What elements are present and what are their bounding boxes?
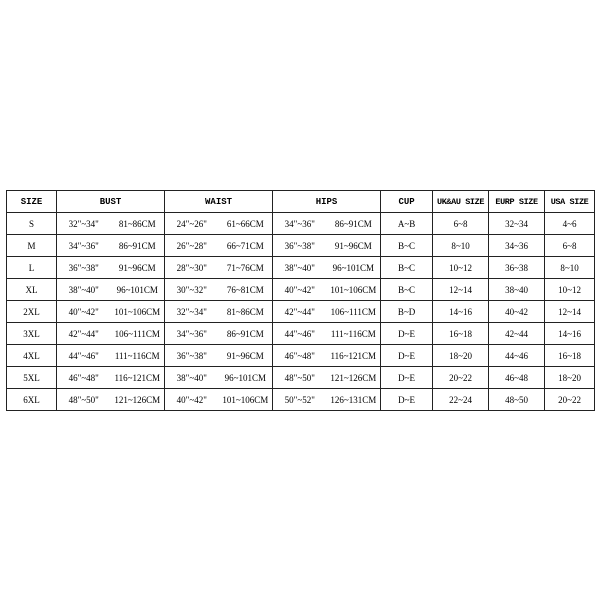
bust-cm-cell: 101~106CM (111, 301, 165, 323)
waist-inch-cell: 28"~30" (165, 257, 219, 279)
bust-cm-cell: 86~91CM (111, 235, 165, 257)
cup-cell: D~E (381, 389, 433, 411)
header-eurp-size: EURP SIZE (489, 191, 545, 213)
hips-inch-cell: 44"~46" (273, 323, 327, 345)
waist-cm-cell: 76~81CM (219, 279, 273, 301)
bust-inch-cell: 36"~38" (57, 257, 111, 279)
bust-inch-cell: 44"~46" (57, 345, 111, 367)
table-row (7, 345, 595, 367)
usa-size-cell: 4~6 (545, 213, 595, 235)
ukau-size-cell: 20~22 (433, 367, 489, 389)
header-hips: HIPS (273, 191, 381, 213)
hips-cm-cell: 121~126CM (327, 367, 381, 389)
table-row (7, 301, 595, 323)
size-cell: M (7, 235, 57, 257)
table-row (7, 257, 595, 279)
bust-inch-cell: 34"~36" (57, 235, 111, 257)
table-header (7, 191, 595, 213)
eurp-size-cell: 40~42 (489, 301, 545, 323)
waist-cm-cell: 66~71CM (219, 235, 273, 257)
bust-cm-cell: 106~111CM (111, 323, 165, 345)
usa-size-cell: 18~20 (545, 367, 595, 389)
eurp-size-cell: 48~50 (489, 389, 545, 411)
bust-cm-cell: 81~86CM (111, 213, 165, 235)
bust-inch-cell: 42"~44" (57, 323, 111, 345)
waist-inch-cell: 30"~32" (165, 279, 219, 301)
size-cell: L (7, 257, 57, 279)
bust-cm-cell: 96~101CM (111, 279, 165, 301)
bust-inch-cell: 40"~42" (57, 301, 111, 323)
header-ukau-size: UK&AU SIZE (433, 191, 489, 213)
hips-inch-cell: 34"~36" (273, 213, 327, 235)
usa-size-cell: 10~12 (545, 279, 595, 301)
bust-cm-cell: 111~116CM (111, 345, 165, 367)
header-cup: CUP (381, 191, 433, 213)
eurp-size-cell: 46~48 (489, 367, 545, 389)
usa-size-cell: 16~18 (545, 345, 595, 367)
bust-cm-cell: 116~121CM (111, 367, 165, 389)
hips-inch-cell: 42"~44" (273, 301, 327, 323)
hips-cm-cell: 96~101CM (327, 257, 381, 279)
table-row (7, 279, 595, 301)
size-cell: S (7, 213, 57, 235)
size-cell: 4XL (7, 345, 57, 367)
waist-cm-cell: 96~101CM (219, 367, 273, 389)
waist-cm-cell: 61~66CM (219, 213, 273, 235)
usa-size-cell: 8~10 (545, 257, 595, 279)
size-cell: XL (7, 279, 57, 301)
usa-size-cell: 20~22 (545, 389, 595, 411)
eurp-size-cell: 42~44 (489, 323, 545, 345)
hips-cm-cell: 116~121CM (327, 345, 381, 367)
hips-cm-cell: 106~111CM (327, 301, 381, 323)
header-usa-size: USA SIZE (545, 191, 595, 213)
table-body (7, 213, 595, 411)
bust-inch-cell: 32"~34" (57, 213, 111, 235)
waist-inch-cell: 38"~40" (165, 367, 219, 389)
hips-cm-cell: 126~131CM (327, 389, 381, 411)
hips-inch-cell: 36"~38" (273, 235, 327, 257)
bust-cm-cell: 121~126CM (111, 389, 165, 411)
hips-inch-cell: 38"~40" (273, 257, 327, 279)
usa-size-cell: 14~16 (545, 323, 595, 345)
eurp-size-cell: 38~40 (489, 279, 545, 301)
waist-cm-cell: 86~91CM (219, 323, 273, 345)
eurp-size-cell: 36~38 (489, 257, 545, 279)
header-waist: WAIST (165, 191, 273, 213)
eurp-size-cell: 34~36 (489, 235, 545, 257)
size-cell: 5XL (7, 367, 57, 389)
header-size: SIZE (7, 191, 57, 213)
waist-inch-cell: 34"~36" (165, 323, 219, 345)
ukau-size-cell: 18~20 (433, 345, 489, 367)
ukau-size-cell: 22~24 (433, 389, 489, 411)
usa-size-cell: 6~8 (545, 235, 595, 257)
hips-inch-cell: 40"~42" (273, 279, 327, 301)
bust-inch-cell: 38"~40" (57, 279, 111, 301)
waist-inch-cell: 24"~26" (165, 213, 219, 235)
header-row (7, 191, 595, 213)
ukau-size-cell: 8~10 (433, 235, 489, 257)
waist-inch-cell: 32"~34" (165, 301, 219, 323)
table-row (7, 367, 595, 389)
waist-cm-cell: 81~86CM (219, 301, 273, 323)
ukau-size-cell: 12~14 (433, 279, 489, 301)
size-cell: 3XL (7, 323, 57, 345)
size-cell: 6XL (7, 389, 57, 411)
eurp-size-cell: 32~34 (489, 213, 545, 235)
hips-cm-cell: 91~96CM (327, 235, 381, 257)
waist-inch-cell: 40"~42" (165, 389, 219, 411)
cup-cell: D~E (381, 323, 433, 345)
hips-inch-cell: 48"~50" (273, 367, 327, 389)
cup-cell: B~C (381, 279, 433, 301)
ukau-size-cell: 14~16 (433, 301, 489, 323)
bust-cm-cell: 91~96CM (111, 257, 165, 279)
cup-cell: D~E (381, 367, 433, 389)
ukau-size-cell: 6~8 (433, 213, 489, 235)
eurp-size-cell: 44~46 (489, 345, 545, 367)
size-cell: 2XL (7, 301, 57, 323)
hips-cm-cell: 101~106CM (327, 279, 381, 301)
cup-cell: B~C (381, 257, 433, 279)
table-row (7, 213, 595, 235)
cup-cell: B~C (381, 235, 433, 257)
hips-cm-cell: 86~91CM (327, 213, 381, 235)
waist-cm-cell: 71~76CM (219, 257, 273, 279)
table-row (7, 235, 595, 257)
bust-inch-cell: 46"~48" (57, 367, 111, 389)
ukau-size-cell: 10~12 (433, 257, 489, 279)
table-row (7, 323, 595, 345)
cup-cell: B~D (381, 301, 433, 323)
waist-cm-cell: 91~96CM (219, 345, 273, 367)
waist-inch-cell: 26"~28" (165, 235, 219, 257)
waist-inch-cell: 36"~38" (165, 345, 219, 367)
hips-inch-cell: 50"~52" (273, 389, 327, 411)
bust-inch-cell: 48"~50" (57, 389, 111, 411)
cup-cell: D~E (381, 345, 433, 367)
size-chart-table (6, 190, 595, 411)
ukau-size-cell: 16~18 (433, 323, 489, 345)
usa-size-cell: 12~14 (545, 301, 595, 323)
hips-inch-cell: 46"~48" (273, 345, 327, 367)
waist-cm-cell: 101~106CM (219, 389, 273, 411)
header-bust: BUST (57, 191, 165, 213)
cup-cell: A~B (381, 213, 433, 235)
hips-cm-cell: 111~116CM (327, 323, 381, 345)
table-row (7, 389, 595, 411)
